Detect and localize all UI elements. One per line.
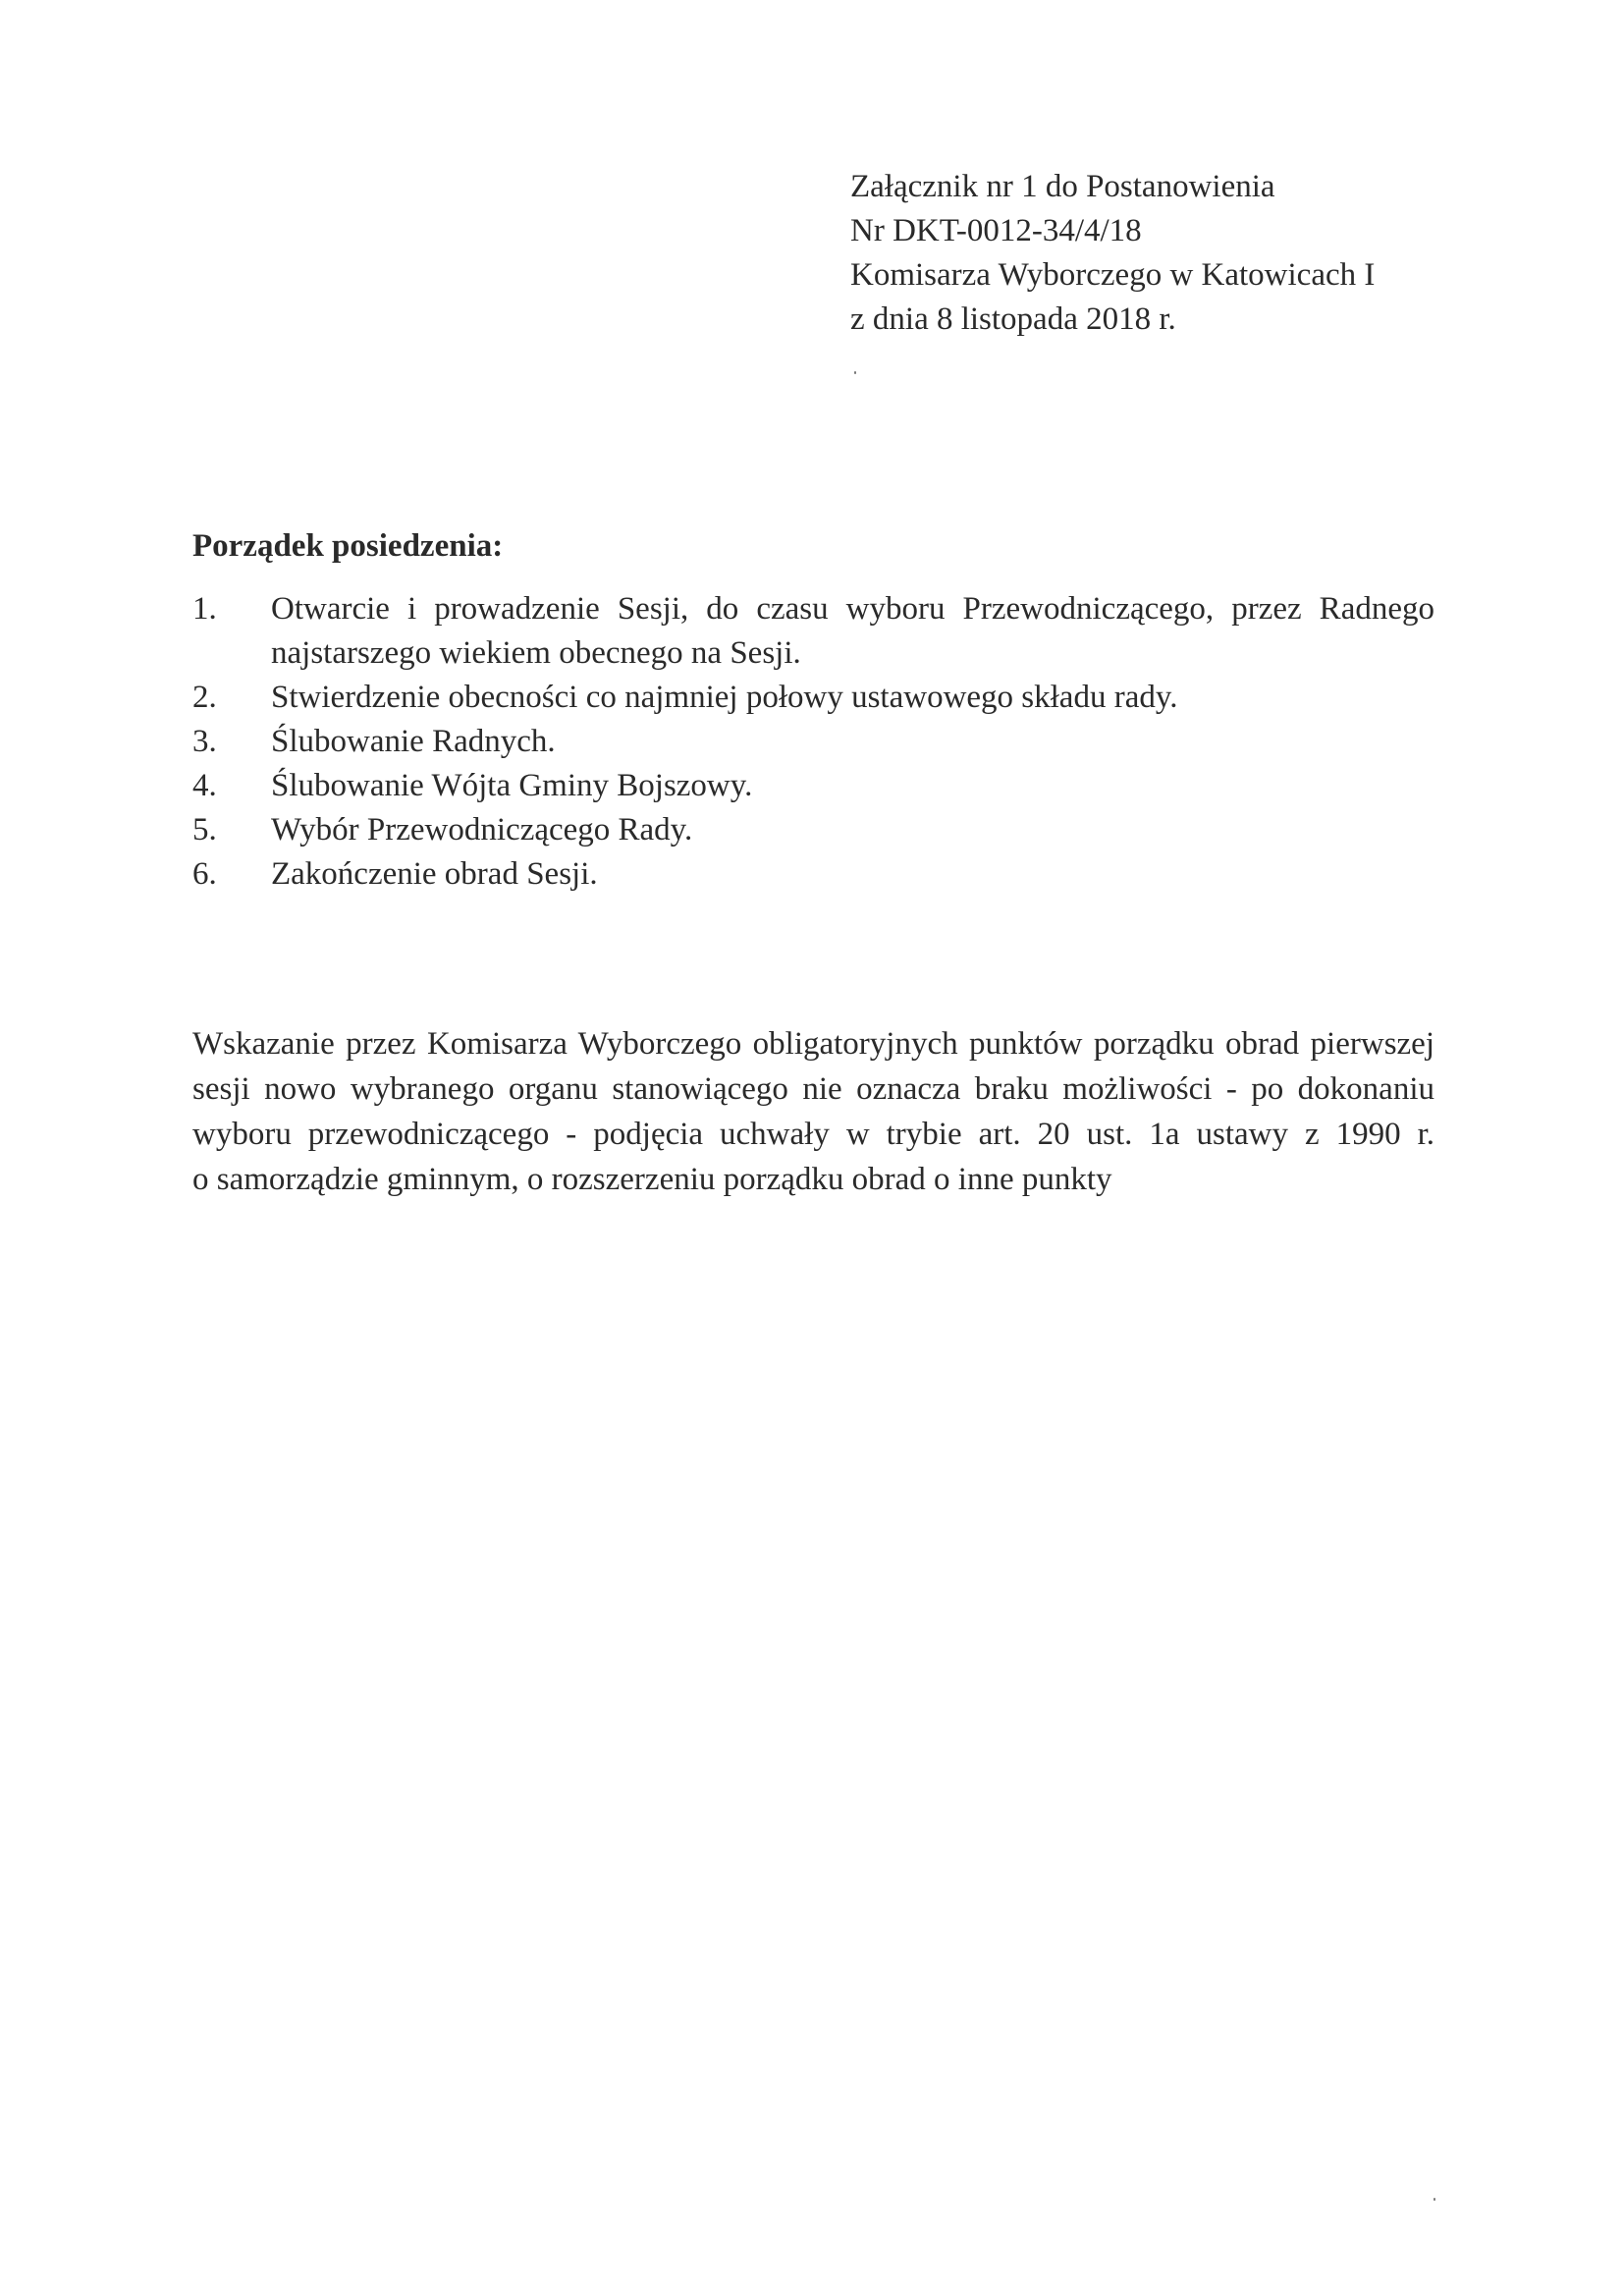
agenda-item-number: 6. bbox=[192, 856, 217, 892]
agenda-item-text: Stwierdzenie obecności co najmniej połowy ustawowego składu rady. bbox=[271, 680, 1178, 715]
agenda-item bbox=[192, 852, 1434, 897]
issuing-authority: Komisarza Wyborczego w Katowicach I bbox=[850, 257, 1376, 293]
attachment-title: Załącznik nr 1 do Postanowienia bbox=[850, 169, 1275, 204]
scan-speck bbox=[1434, 2198, 1435, 2201]
agenda-heading: Porządek posiedzenia: bbox=[192, 528, 504, 564]
note-line: Wskazanie przez Komisarza Wyborczego obligatoryjnych punktów porządku obrad pierwszej bbox=[192, 1026, 1434, 1062]
agenda-item-text: Otwarcie i prowadzenie Sesji, do czasu wyboru Przewodniczącego, przez Radnego najstarszego wiekiem obecnego na Sesji. bbox=[271, 591, 1434, 671]
agenda-item-number: 2. bbox=[192, 680, 217, 715]
agenda-item-text: Ślubowanie Wójta Gminy Bojszowy. bbox=[271, 768, 753, 803]
agenda-item-text: Zakończenie obrad Sesji. bbox=[271, 856, 598, 892]
note-line: o samorządzie gminnym, o rozszerzeniu porządku obrad o inne punkty bbox=[192, 1162, 1112, 1197]
agenda-list bbox=[192, 587, 1434, 897]
agenda-item-number: 4. bbox=[192, 768, 217, 803]
agenda-item bbox=[192, 720, 1434, 764]
agenda-item-text: Wybór Przewodniczącego Rady. bbox=[271, 812, 693, 847]
note-line: wyboru przewodniczącego - podjęcia uchwały w trybie art. 20 ust. 1a ustawy z 1990 r. bbox=[192, 1117, 1434, 1152]
legal-note bbox=[192, 1021, 1434, 1202]
agenda-item bbox=[192, 764, 1434, 808]
scan-speck bbox=[854, 371, 856, 374]
document-number: Nr DKT-0012-34/4/18 bbox=[850, 213, 1142, 248]
agenda-item-number: 5. bbox=[192, 812, 217, 847]
agenda-item-text: Ślubowanie Radnych. bbox=[271, 724, 556, 759]
agenda-item bbox=[192, 676, 1434, 720]
agenda-item-number: 1. bbox=[192, 591, 217, 627]
agenda-item-number: 3. bbox=[192, 724, 217, 759]
agenda-item bbox=[192, 808, 1434, 852]
note-line: sesji nowo wybranego organu stanowiącego nie oznacza braku możliwości - po dokonaniu bbox=[192, 1071, 1434, 1107]
document-date: z dnia 8 listopada 2018 r. bbox=[850, 301, 1176, 337]
agenda-item bbox=[192, 587, 1434, 676]
attachment-header bbox=[850, 165, 1439, 342]
